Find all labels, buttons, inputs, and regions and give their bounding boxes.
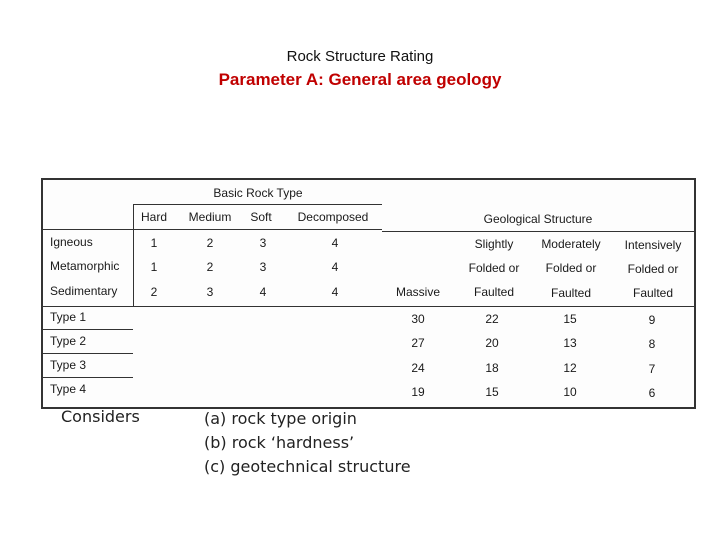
col-header-medium: Medium (188, 210, 232, 224)
table-cell: 6 (648, 386, 656, 400)
considers-list (204, 407, 411, 479)
table-cell: 18 (485, 361, 499, 375)
table-cell: 30 (411, 312, 425, 326)
table-cell: 2 (150, 285, 158, 299)
col-header-intensively-line1: Intensively (624, 238, 682, 252)
table-cell: 27 (411, 336, 425, 350)
geological-structure-header: Geological Structure (483, 212, 593, 226)
table-cell: 13 (563, 336, 577, 350)
considers-label: Considers (61, 407, 140, 426)
list-item: (a) rock type origin (204, 409, 357, 428)
col-header-intensively-line3: Faulted (632, 286, 674, 300)
table-cell: 4 (331, 285, 339, 299)
table-cell: 4 (331, 260, 339, 274)
table-cell: 24 (411, 361, 425, 375)
type-section-divider (43, 306, 694, 307)
table-cell: 15 (563, 312, 577, 326)
table-cell: 4 (331, 236, 339, 250)
row-label-type-1: Type 1 (50, 310, 87, 324)
row-label-metamorphic: Metamorphic (50, 259, 120, 273)
table-cell: 2 (206, 236, 214, 250)
row-label-type-3: Type 3 (50, 358, 87, 372)
row-divider (43, 377, 133, 378)
col-header-moderately-line2: Folded or (545, 261, 597, 275)
rock-structure-table (41, 178, 696, 409)
table-cell: 8 (648, 337, 656, 351)
basic-rock-type-header: Basic Rock Type (213, 186, 303, 200)
row-divider (43, 329, 133, 330)
col-header-slightly-line2: Folded or (468, 261, 520, 275)
col-header-soft: Soft (250, 210, 272, 224)
table-cell: 3 (259, 260, 267, 274)
table-cell: 12 (563, 361, 577, 375)
table-cell: 3 (206, 285, 214, 299)
row-label-type-4: Type 4 (50, 382, 87, 396)
table-cell: 15 (485, 385, 499, 399)
list-item: (c) geotechnical structure (204, 457, 411, 476)
col-header-slightly-line3: Faulted (473, 285, 515, 299)
structure-divider (382, 231, 694, 232)
table-cell: 19 (411, 385, 425, 399)
row-label-type-2: Type 2 (50, 334, 87, 348)
row-divider (43, 353, 133, 354)
col-header-decomposed: Decomposed (297, 210, 369, 224)
slide-title: Rock Structure Rating (286, 48, 434, 65)
col-header-massive: Massive (395, 285, 441, 299)
table-cell: 10 (563, 385, 577, 399)
col-header-moderately-line3: Faulted (550, 286, 592, 300)
col-header-slightly-line1: Slightly (474, 237, 514, 251)
rock-name-column-divider (133, 204, 134, 306)
table-cell: 3 (259, 236, 267, 250)
table-cell: 4 (259, 285, 267, 299)
table-cell: 22 (485, 312, 499, 326)
row-label-igneous: Igneous (50, 235, 93, 249)
table-cell: 9 (648, 313, 656, 327)
table-cell: 2 (206, 260, 214, 274)
table-cell: 7 (648, 362, 656, 376)
header-divider (133, 204, 382, 205)
col-header-moderately-line1: Moderately (541, 237, 601, 251)
table-cell: 1 (150, 236, 158, 250)
table-cell: 1 (150, 260, 158, 274)
row-label-sedimentary: Sedimentary (50, 284, 118, 298)
rock-type-divider (43, 229, 382, 230)
table-cell: 20 (485, 336, 499, 350)
col-header-intensively-line2: Folded or (627, 262, 679, 276)
slide-subtitle: Parameter A: General area geology (218, 70, 502, 89)
list-item: (b) rock ‘hardness’ (204, 433, 355, 452)
col-header-hard: Hard (140, 210, 168, 224)
